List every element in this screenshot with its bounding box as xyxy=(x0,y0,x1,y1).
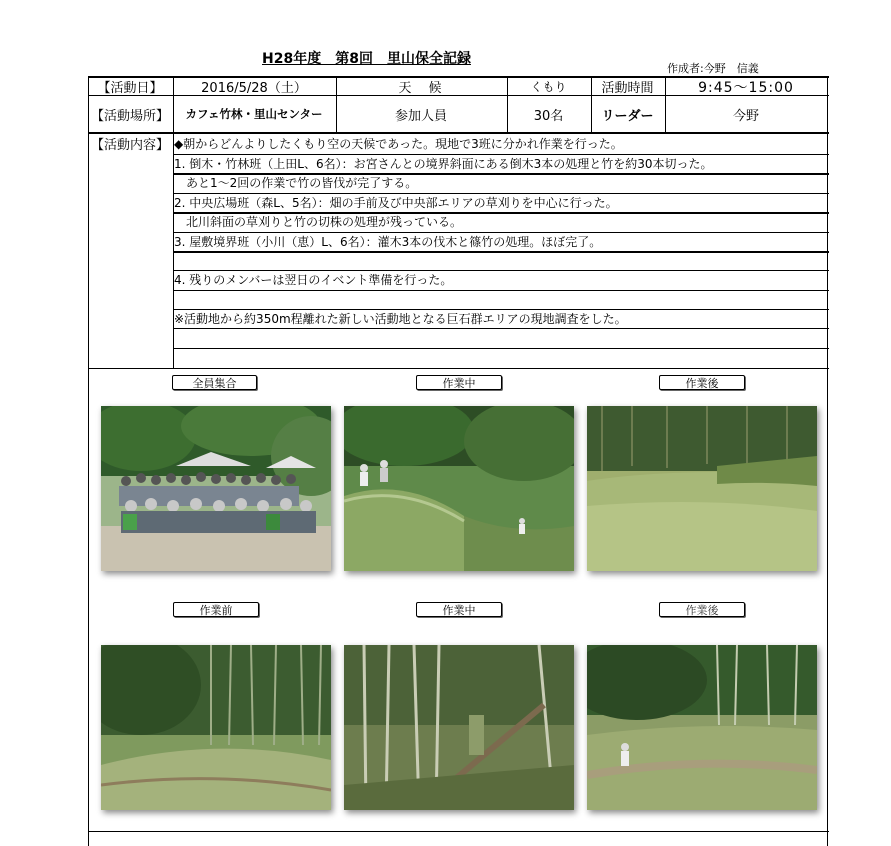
photo-after-2 xyxy=(587,645,817,810)
content-line: 2. 中央広場班（森L、5名）：畑の手前及び中央部エリアの草刈りを中心に行った。 xyxy=(174,196,618,210)
time-label: 活動時間 xyxy=(601,81,654,96)
time-value: 9:45〜15:00 xyxy=(698,79,794,96)
photo-label: 全員集合 xyxy=(172,375,257,390)
photo-label: 作業中 xyxy=(416,602,502,617)
leader-label: リーダー xyxy=(601,108,654,124)
photo-working-2 xyxy=(344,645,574,810)
photo-label: 作業後 xyxy=(659,602,745,617)
photo-working-1 xyxy=(344,406,574,571)
photo-label: 作業前 xyxy=(173,602,259,617)
photo-before xyxy=(101,645,331,810)
weather-value: くもり xyxy=(530,80,567,94)
content-line: 1. 倒木・竹林班（上田L、6名）：お宮さんとの境界斜面にある倒木3本の処理と竹を約30本切った。 xyxy=(174,157,713,171)
leader-value: 今野 xyxy=(732,108,759,124)
photo-label: 作業中 xyxy=(416,375,502,390)
date-value: 2016/5/28（土） xyxy=(201,81,307,96)
members-label: 参加人員 xyxy=(394,108,447,124)
content-line: 4. 残りのメンバーは翌日のイベント準備を行った。 xyxy=(174,273,453,287)
place-value: カフェ竹林・里山センター xyxy=(185,107,323,121)
content-line: 北川斜面の草刈りと竹の切株の処理が残っている。 xyxy=(174,215,463,229)
photo-after-1 xyxy=(587,406,817,571)
photo-label: 作業後 xyxy=(659,375,745,390)
members-value: 30名 xyxy=(533,108,564,124)
place-label: 【活動場所】 xyxy=(90,108,169,124)
content-line: あと1〜2回の作業で竹の皆伐が完了する。 xyxy=(174,176,418,190)
content-label: 【活動内容】 xyxy=(90,137,169,153)
photo-group-gathering xyxy=(101,406,331,571)
date-label: 【活動日】 xyxy=(97,81,163,96)
content-line: ◆朝からどんよりしたくもり空の天候であった。現地で3班に分かれ作業を行った。 xyxy=(174,137,623,151)
content-line: ※活動地から約350m程離れた新しい活動地となる巨石群エリアの現地調査をした。 xyxy=(174,312,627,326)
document-title: H28年度 第8回 里山保全記録 xyxy=(262,51,471,67)
content-line: 3. 屋敷境界班（小川（恵）L、6名）：灌木3本の伐木と篠竹の処理。ほぼ完了。 xyxy=(174,235,602,249)
author: 作成者:今野 信義 xyxy=(667,62,759,75)
weather-label: 天 候 xyxy=(398,81,444,96)
